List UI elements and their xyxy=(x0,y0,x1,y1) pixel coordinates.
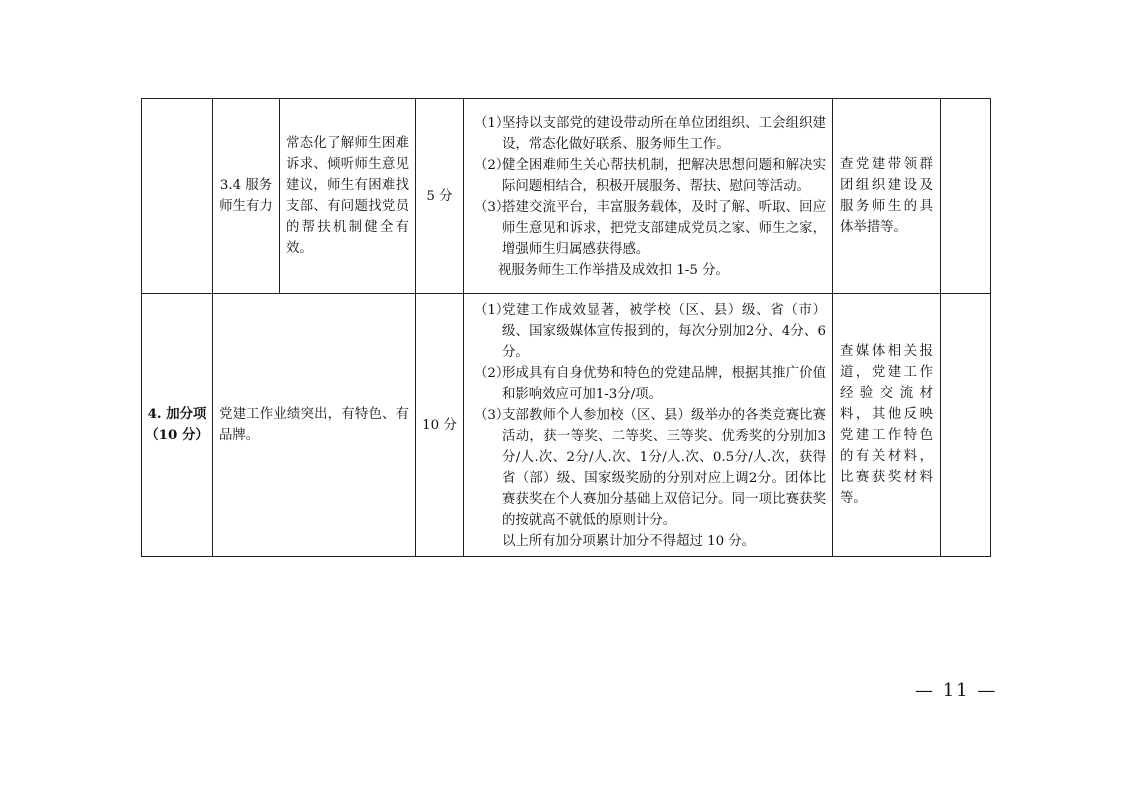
criteria-number: （1） xyxy=(474,116,510,131)
criteria-number: （2） xyxy=(474,366,510,381)
score-cell: 5 分 xyxy=(416,99,464,294)
criteria-note: 以上所有加分项累计加分不得超过 10 分。 xyxy=(502,534,756,549)
criteria-item xyxy=(474,405,826,531)
sub-item-cell: 3.4 服务师生有力 xyxy=(213,99,280,294)
criteria-item xyxy=(474,197,826,260)
remarks-cell xyxy=(941,294,991,557)
assessment-table xyxy=(141,98,991,557)
criteria-text: 坚持以支部党的建设带动所在单位团组织、工会组织建设，常态化做好联系、服务师生工作。 xyxy=(502,116,826,152)
table-row xyxy=(142,294,991,557)
remarks-cell xyxy=(941,99,991,294)
page-number: — 11 — xyxy=(915,680,998,701)
criteria-number: （2） xyxy=(474,158,510,173)
criteria-item xyxy=(474,155,826,197)
criteria-text: 健全困难师生关心帮扶机制，把解决思想问题和解决实际问题相结合，积极开展服务、帮扶、慰问等活动。 xyxy=(502,158,826,194)
description-cell: 党建工作业绩突出，有特色、有品牌。 xyxy=(213,294,416,557)
category-title: 4. 加分项 xyxy=(147,406,207,422)
criteria-text: 支部教师个人参加校（区、县）级举办的各类竞赛比赛活动，获一等奖、二等奖、三等奖、优秀奖的分别加3分/人.次、2分/人.次、1分/人.次、0.5分/人.次，获得省（部）级、国家级奖励的分别对应上调2分。团体比赛获奖在个人赛加分基础上双倍记分。同一项比赛获奖的按就高不就低的原则计分。 xyxy=(502,408,826,528)
criteria-cell xyxy=(464,99,833,294)
criteria-number: （3） xyxy=(474,200,510,215)
description-cell: 常态化了解师生困难诉求、倾听师生意见建议，师生有困难找支部、有问题找党员的帮扶机制健全有效。 xyxy=(280,99,416,294)
criteria-number: （3） xyxy=(474,408,510,423)
criteria-item xyxy=(474,113,826,155)
criteria-note: 视服务师生工作举措及成效扣 1-5 分。 xyxy=(498,263,729,278)
criteria-item xyxy=(474,363,826,405)
check-method-cell: 查媒体相关报道，党建工作经验交流材料，其他反映党建工作特色的有关材料，比赛获奖材料等。 xyxy=(833,294,941,557)
table-row xyxy=(142,99,991,294)
score-cell: 10 分 xyxy=(416,294,464,557)
check-method-cell: 查党建带领群团组织建设及服务师生的具体举措等。 xyxy=(833,99,941,294)
criteria-cell xyxy=(464,294,833,557)
criteria-number: （1） xyxy=(474,303,510,318)
category-points: （10 分） xyxy=(145,427,209,443)
criteria-item xyxy=(474,300,826,363)
criteria-text: 搭建交流平台，丰富服务载体，及时了解、听取、回应师生意见和诉求，把党支部建成党员之家、师生之家，增强师生归属感获得感。 xyxy=(502,200,826,257)
category-cell xyxy=(142,294,213,557)
category-cell-empty xyxy=(142,99,213,294)
criteria-text: 党建工作成效显著，被学校（区、县）级、省（市）级、国家级媒体宣传报到的，每次分别加2分、4分、6分。 xyxy=(502,303,826,360)
criteria-text: 形成具有自身优势和特色的党建品牌，根据其推广价值和影响效应可加1-3分/项。 xyxy=(502,366,826,402)
